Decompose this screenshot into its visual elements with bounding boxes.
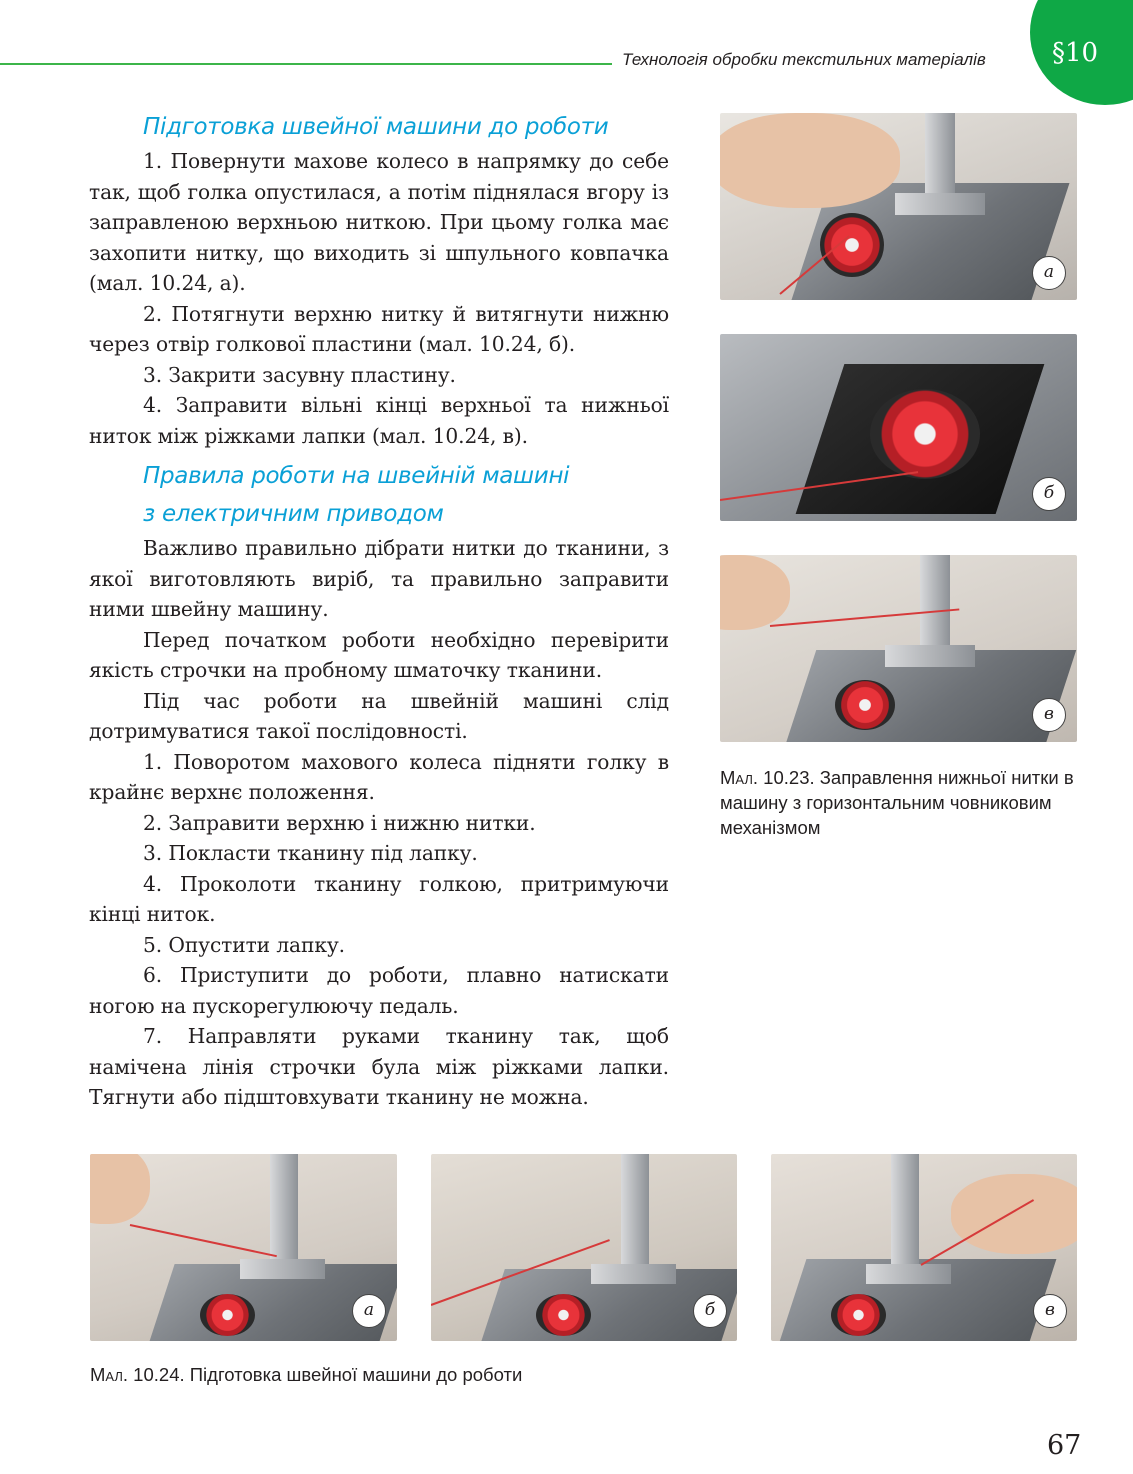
section-number: §10 [1052, 38, 1099, 68]
page-number: 67 [1047, 1430, 1082, 1461]
section-heading-rules-line1: Правила роботи на швейній машині [143, 463, 570, 489]
paragraph: Під час роботи на швейній машині слід дотримуватися такої послідовності. [89, 688, 669, 743]
figure-caption-10-24 [90, 1362, 790, 1387]
paragraph: 4. Проколоти тканину голкою, притримуючи кінці ниток. [89, 871, 669, 926]
photo-10-23-c [720, 555, 1077, 742]
header-rule [0, 63, 612, 65]
paragraph: 2. Потягнути верхню нитку й витягнути нижню через отвір голкової пластини (мал. 10.24, б). [89, 301, 669, 356]
caption-text: 10.23. Заправлення нижньої нитки в машину з горизонтальним човниковим механізмом [720, 767, 1074, 838]
section-heading-preparation: Підготовка швейної машини до роботи [143, 114, 609, 140]
photo-label-b: б [1032, 477, 1066, 511]
caption-prefix: Мал. [90, 1364, 129, 1385]
photo-10-24-b [431, 1154, 737, 1341]
photo-10-23-b [720, 334, 1077, 521]
figure-caption-10-23 [720, 765, 1090, 840]
photo-label-a: а [1032, 256, 1066, 290]
paragraph: 4. Заправити вільні кінці верхньої та нижньої ниток між ріжками лапки (мал. 10.24, в). [89, 393, 669, 448]
photo-label-c: в [1032, 698, 1066, 732]
paragraph: 6. Приступити до роботи, плавно натискати ногою на пускорегулюючу педаль. [89, 963, 669, 1018]
paragraph: Перед початком роботи необхідно перевірити якість строчки на пробному шматочку тканини. [89, 627, 669, 682]
photo-10-23-a [720, 113, 1077, 300]
paragraph: 1. Повернути махове колесо в напрямку до себе так, щоб голка опустилася, а потім піднялася вгору із заправленою верхньою ниткою. При цьому голка має захопити нитку, що виходить зі шпульного ковпачка (мал. 10.24, а). [89, 149, 669, 295]
section-heading-rules-line2: з електричним приводом [143, 501, 444, 527]
main-text [89, 108, 669, 1113]
photo-label-c: в [1033, 1294, 1067, 1328]
caption-text: 10.24. Підготовка швейної машини до роботи [128, 1364, 523, 1385]
paragraph: 7. Направляти руками тканину так, щоб намічена лінія строчки була між ріжками лапки. Тягнути або підштовхувати тканину не можна. [89, 1024, 669, 1109]
photo-label-b: б [693, 1294, 727, 1328]
paragraph: 3. Покласти тканину під лапку. [143, 841, 478, 865]
paragraph: 5. Опустити лапку. [143, 932, 345, 957]
paragraph: Важливо правильно дібрати нитки до тканини, з якої виготовляють виріб, та правильно заправити ними швейну машину. [89, 536, 669, 621]
photo-10-24-a [90, 1154, 397, 1341]
caption-prefix: Мал. [720, 767, 759, 788]
running-header: Технологія обробки текстильних матеріалів [622, 50, 986, 69]
paragraph: 1. Поворотом махового колеса підняти голку в крайнє верхнє положення. [89, 749, 669, 804]
paragraph: 3. Закрити засувну пластину. [143, 362, 456, 387]
paragraph: 2. Заправити верхню і нижню нитки. [143, 810, 536, 835]
photo-label-a: а [352, 1294, 386, 1328]
photo-10-24-c [771, 1154, 1077, 1341]
